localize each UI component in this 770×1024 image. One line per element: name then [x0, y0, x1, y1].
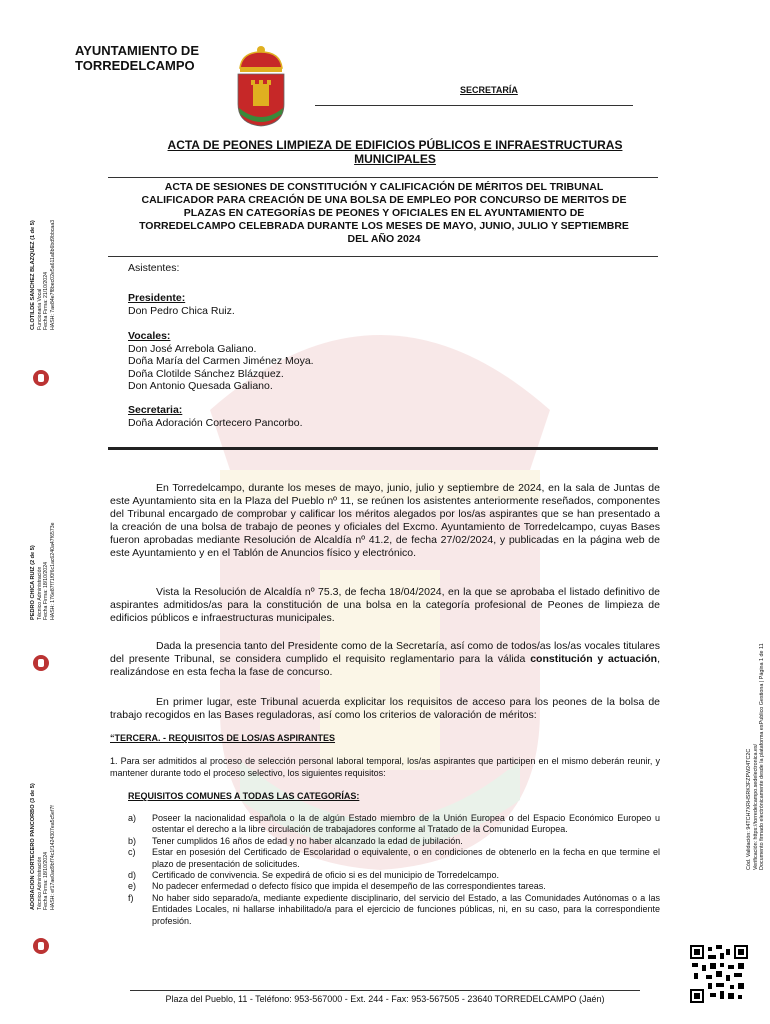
item-text: Poseer la nacionalidad española o la de algún Estado miembro de la Unión Europea o del Espacio Económico Europeo u ostentar el derecho a la libre circulación de trabajadores conforme al Tratado de la Comunidad Europea. [152, 813, 660, 835]
presidente-label: Presidente: [128, 292, 186, 304]
signature-date: Fecha Firma: 21/10/2024 [43, 272, 49, 330]
document-title [110, 138, 680, 166]
presidente-section [128, 292, 235, 317]
subtitle-line: CALIFICADOR PARA CREACIÓN DE UNA BOLSA DE EMPLEO POR CONCURSO DE MERITOS DE [141, 194, 627, 206]
paragraph-1 [110, 482, 660, 560]
item-text: No padecer enfermedad o defecto físico que impida el desempeño de las correspondientes tareas. [152, 881, 546, 892]
requisitos-list [128, 813, 660, 927]
signature-block [30, 783, 56, 910]
paragraph-2 [110, 586, 660, 625]
paragraph-2-text: Vista la Resolución de Alcaldía nº 75.3, de fecha 18/04/2024, en la que se aprobaba el listado definitivo de aspirantes admitidos/as para la constitución de una bolsa en la categoría profesional de Peones de limpieza de edificios públicos e infraestructuras municipales. [110, 586, 660, 624]
item-letter: f) [128, 892, 134, 903]
subtitle-text [112, 181, 656, 246]
signature-seal-icon [33, 655, 49, 671]
list-item [128, 836, 660, 847]
item-letter: e) [128, 881, 137, 892]
org-name [75, 43, 199, 73]
list-item [128, 893, 660, 927]
subtitle-line: TORREDELCAMPO CELEBRADA DURANTE LOS MESES DE MAYO, JUNIO, JULIO Y SEPTIEMBRE [139, 220, 629, 232]
validation-info [746, 643, 766, 870]
requisitos-heading: REQUISITOS COMUNES A TODAS LAS CATEGORÍAS: [128, 791, 360, 801]
signer-role: Técnico Administración [36, 566, 43, 620]
tercera-heading: “TERCERA. - REQUISITOS DE LOS/AS ASPIRANTES [110, 733, 336, 743]
item-letter: b) [128, 835, 137, 846]
signature-hash: HASH: 7ae84e7f8bec02e5a611a8b6bd9bbcaa3 [49, 219, 56, 330]
vocal-name: Don José Arrebola Galiano. [128, 342, 257, 355]
item-letter: d) [128, 870, 137, 881]
secretaria-name: Doña Adoración Cortecero Pancorbo. [128, 416, 303, 429]
signature-sidebar [0, 0, 90, 1024]
validation-code: Cód. Validación: 94TCH7XRHSRK3FZPW24TC2C [746, 748, 752, 870]
subtitle-line: PLAZAS EN CATEGORÍAS DE PEONES Y OFICIALES EN EL AYUNTAMIENTO DE [183, 207, 585, 219]
qr-code-icon [690, 945, 748, 1003]
signature-block [30, 523, 56, 621]
signer-role: Funcionaria Vocal [36, 288, 43, 330]
signer-role: Técnico Administración [36, 856, 43, 910]
paragraph-3 [110, 640, 660, 679]
title-line-1: ACTA DE PEONES LIMPIEZA DE EDIFICIOS PÚBLICOS E INFRAESTRUCTURAS [167, 138, 623, 152]
list-item [128, 881, 660, 892]
signature-seal-icon [33, 938, 49, 954]
tercera-paragraph: 1. Para ser admitidos al proceso de selección personal laboral temporal, los/as aspirantes que participen en el mismo deberán reunir, y mantener durante todo el proceso selectivo, los siguientes requisitos: [110, 756, 660, 778]
signature-date: Fecha Firma: 18/10/2024 [43, 852, 49, 910]
item-letter: a) [128, 813, 137, 823]
item-text: No haber sido separado/a, mediante expediente disciplinario, del servicio del Estado, a las Comunidades Autónomas o a las Entidades Locales, ni hallarse inhabilitado/a para el ejercicio de funciones públicas, ni, en su caso, para la correspondiente profesión. [152, 892, 660, 926]
footer-address: Plaza del Pueblo, 11 - Teléfono: 953-567000 - Ext. 244 - Fax: 953-567505 - 23640 TORREDELCAMPO (Jaén) [165, 994, 605, 1004]
signer-name: CLOTILDE SANCHEZ BLAZQUEZ (1 de 5) [30, 220, 36, 330]
paragraph-3-text: Dada la presencia tanto del Presidente como de la Secretaría, así como de todos/as los/as vocales titulares del presente Tribunal, se considera cumplido el requisito reglamentario para la válida [110, 640, 660, 665]
subtitle-line: DEL AÑO 2024 [347, 233, 421, 245]
item-text: Tener cumplidos 16 años de edad y no haber alcanzado la edad de jubilación. [152, 835, 463, 846]
org-line-2: TORREDELCAMPO [75, 58, 195, 73]
item-letter: c) [128, 847, 136, 858]
paragraph-1-text: En Torredelcampo, durante los meses de mayo, junio, julio y septiembre de 2024, en la sala de Juntas de este Ayuntamiento sita en la Plaza del Pueblo nº 11, se reúnen los asistentes anteriormente reseñados, componentes del Tribunal encargado de comprobar y calificar los méritos alegados por los/as aspirantes que se han presentado a la creación de una bolsa de trabajo de peones y oficiales del Excmo. Ayuntamiento de Torredelcampo, cuyas Bases fueron aprobadas mediante Resolución de Alcaldía nº 41.2, de fecha 27/02/2024, y publicadas en la página web de este Ayuntamiento y en el Tablón de Anuncios físico y electrónico. [110, 482, 660, 559]
signature-seal-icon [33, 370, 49, 386]
signer-name: PEDRO CHICA RUIZ (2 de 5) [30, 545, 36, 620]
item-text: Certificado de convivencia. Se expedirá de oficio si es del municipio de Torredelcampo. [152, 870, 500, 881]
paragraph-3-text-end: , realizándose en esta fecha la fase de concurso. [110, 653, 660, 678]
asistentes-label: Asistentes: [128, 262, 180, 274]
list-item [128, 813, 660, 836]
footer-rule [130, 990, 640, 991]
header-rule [315, 105, 633, 106]
validation-url: Verificación: https://torredelcampo.sedelectronica.es/ [752, 743, 759, 870]
paragraph-4-text: En primer lugar, este Tribunal acuerda explicitar los requisitos de acceso para los peones de la bolsa de trabajo recogidos en las Bases reguladoras, así como los criterios de valoración de méritos: [110, 696, 660, 721]
department-label: SECRETARÍA [460, 85, 518, 95]
validation-note: Documento firmado electrónicamente desde la plataforma esPublico Gestiona | Página 1 de 11 [759, 643, 766, 870]
vocal-name: Don Antonio Quesada Galiano. [128, 380, 273, 392]
list-item [128, 847, 660, 870]
signature-hash: HASH: ef17ae0ad9bf74c1f1424307ea5c5ef7f [49, 805, 56, 910]
vocales-section [128, 330, 314, 393]
org-line-1: AYUNTAMIENTO DE [75, 43, 199, 58]
paragraph-3-bold: constitución y actuación [530, 653, 658, 665]
subtitle-line: ACTA DE SESIONES DE CONSTITUCIÓN Y CALIFICACIÓN DE MÉRITOS DEL TRIBUNAL [164, 181, 604, 193]
signer-name: ADORACION CORTECERO PANCORBO (3 de 5) [30, 783, 36, 910]
item-text: Estar en posesión del Certificado de Escolaridad o equivalente, o en condiciones de obtenerlo en la fecha en que termine el plazo de presentación de solicitudes. [152, 847, 660, 869]
title-line-2: MUNICIPALES [354, 152, 436, 166]
section-divider [108, 447, 658, 450]
vocal-name: Doña María del Carmen Jiménez Moya. [128, 355, 314, 367]
paragraph-4 [110, 696, 660, 722]
vocales-label: Vocales: [128, 330, 171, 342]
signature-block [30, 220, 56, 330]
presidente-name: Don Pedro Chica Ruiz. [128, 304, 235, 317]
signature-date: Fecha Firma: 18/10/2024 [43, 562, 49, 620]
vocal-name: Doña Clotilde Sánchez Blázquez. [128, 367, 284, 380]
coat-of-arms-logo [232, 42, 290, 128]
signature-hash: HASH: 176e87f71f0f6c1ac6240a47f6573e [49, 522, 56, 620]
secretaria-section [128, 404, 303, 429]
list-item [128, 870, 660, 881]
secretaria-label: Secretaria: [128, 404, 183, 416]
